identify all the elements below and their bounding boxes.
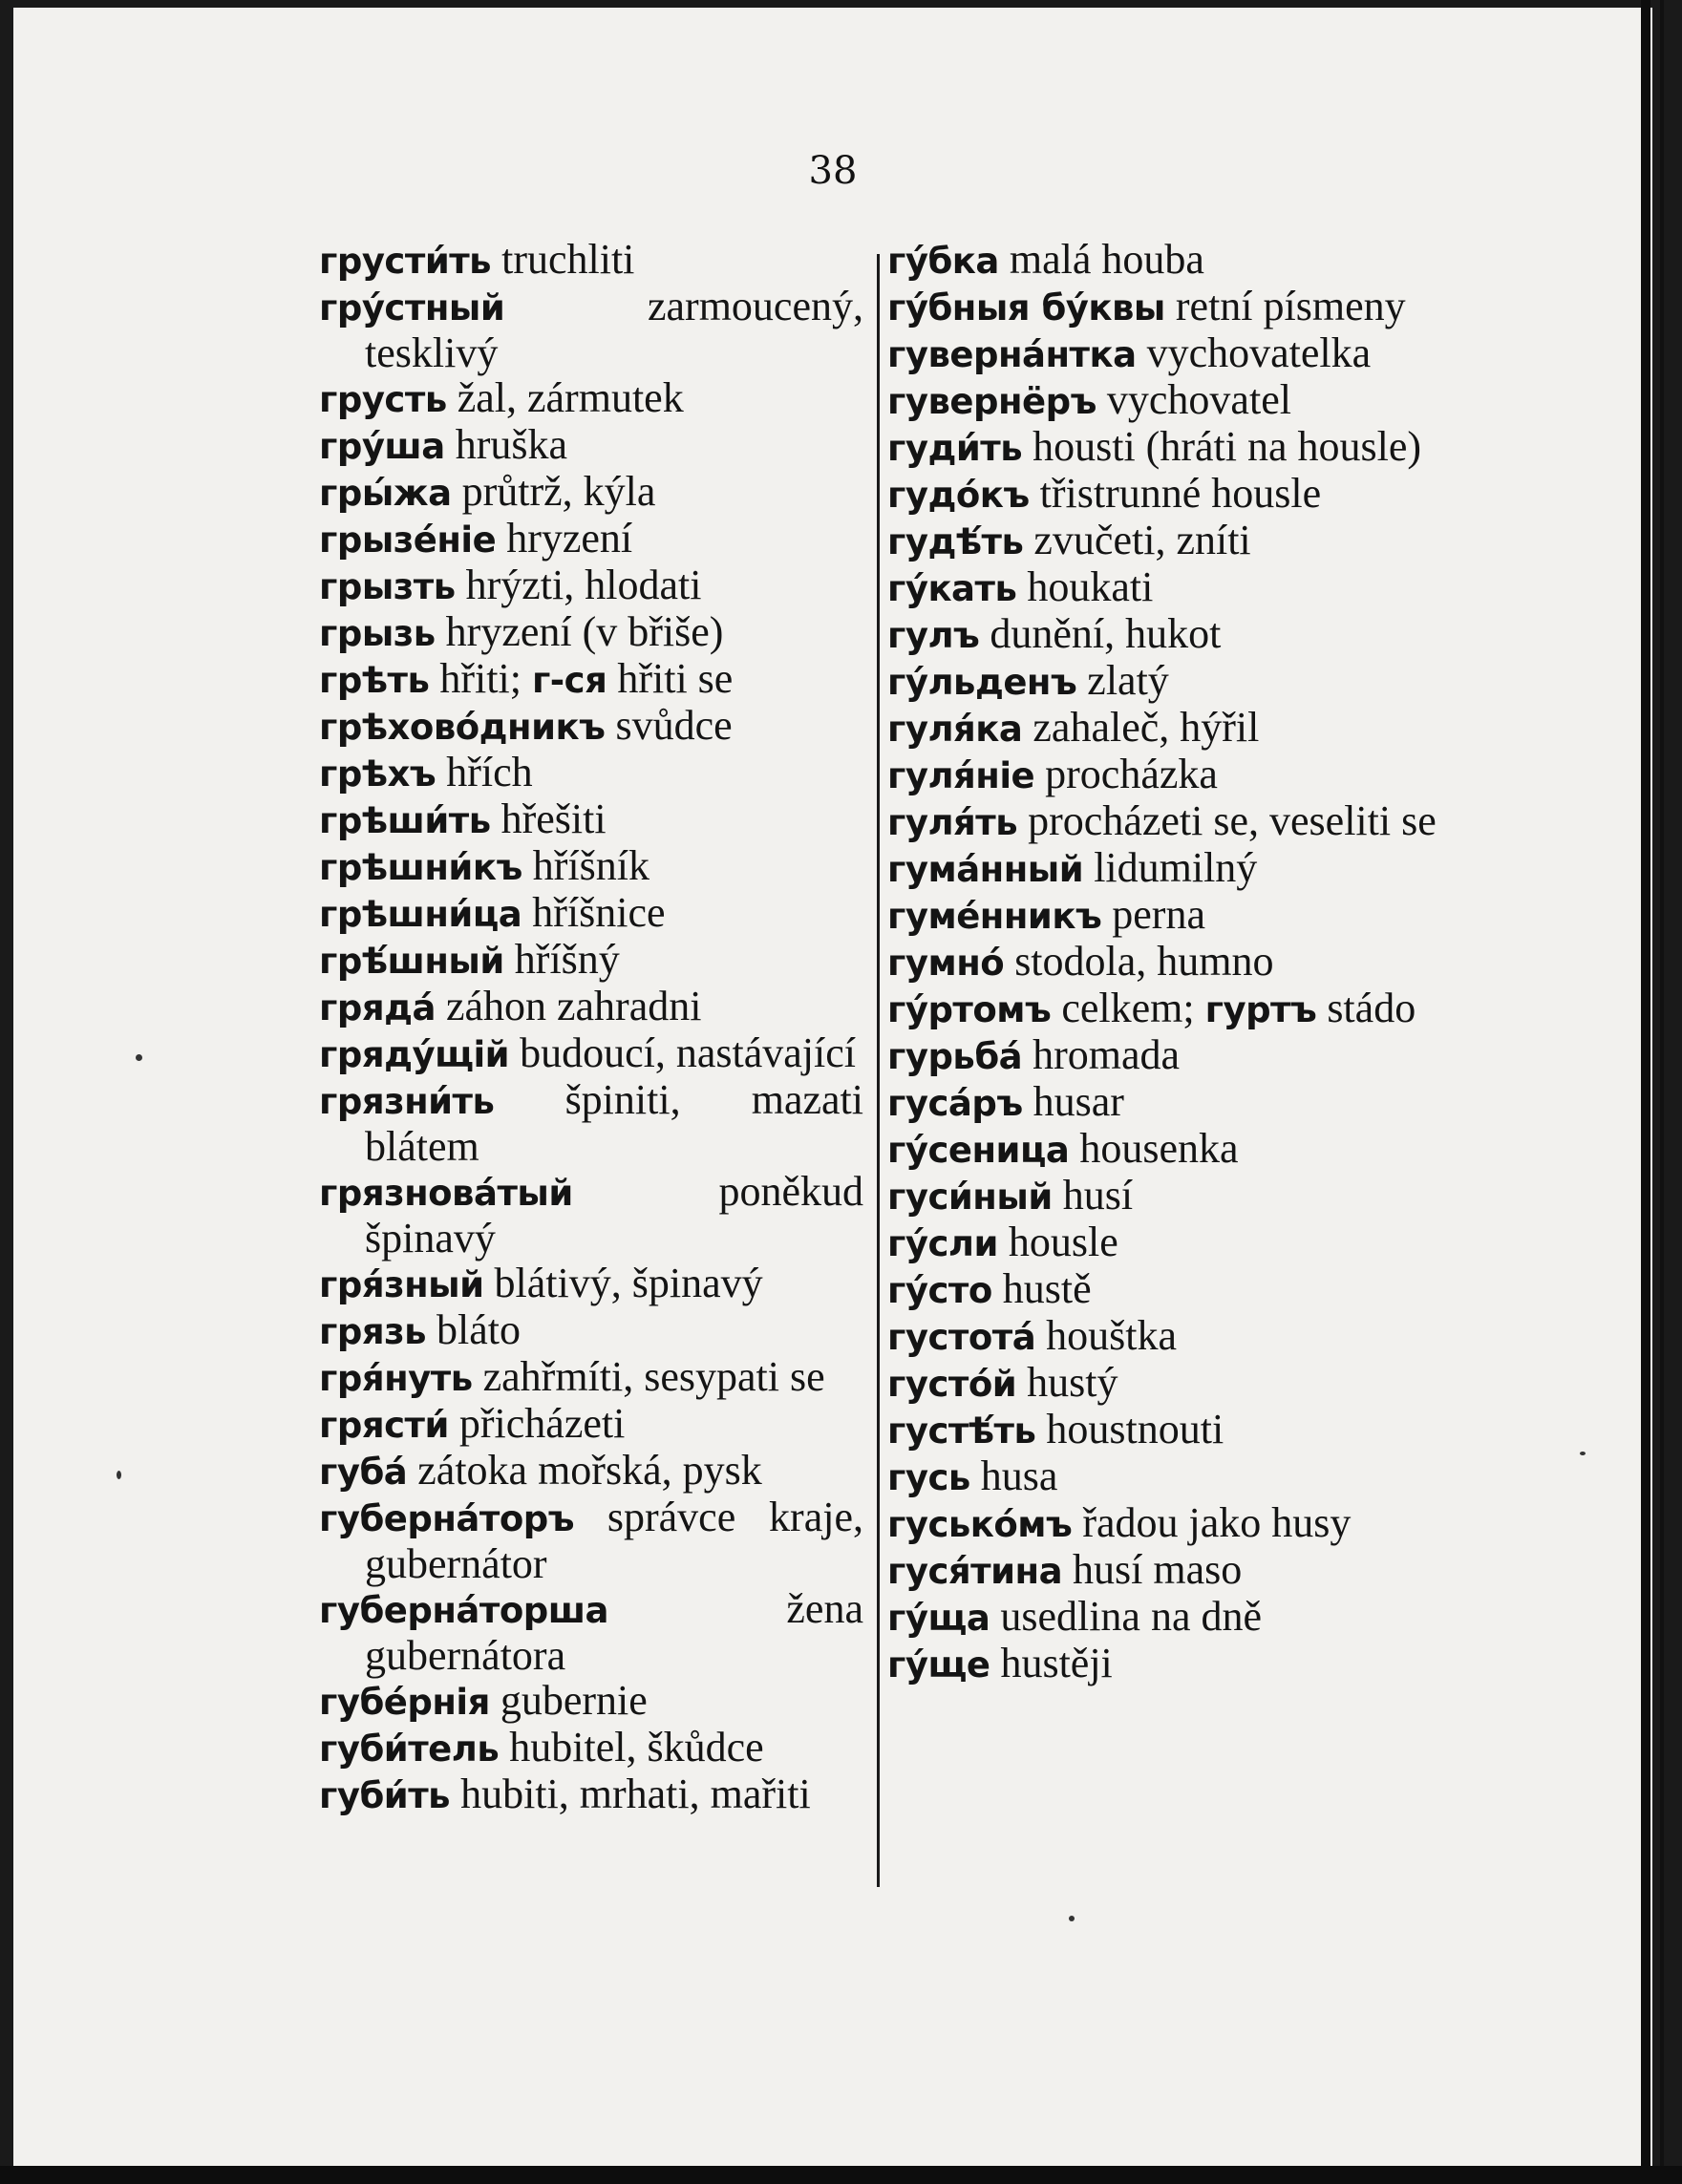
dictionary-entry [319,1678,863,1725]
definition: správce kraje, gubernátor [365,1494,863,1587]
headword: гу́ща [887,1598,990,1639]
headword: грусти́ть [319,241,492,282]
dictionary-entry [319,1077,863,1169]
headword: гуме́нникъ [887,896,1102,937]
definition: housle [1008,1219,1118,1265]
headword: густóй [887,1364,1017,1405]
dictionary-entry [887,1641,1441,1687]
definition: houkati [1027,563,1154,610]
dictionary-entry [887,1079,1441,1126]
dictionary-entry [887,1547,1441,1594]
speck-mark [136,1054,142,1061]
dictionary-entry [319,516,863,562]
headword: густота́ [887,1317,1036,1358]
dictionary-entry [887,1407,1441,1453]
headword: гуса́ръ [887,1083,1023,1124]
headword: гуля́ть [887,802,1018,843]
speck-mark [1580,1452,1586,1455]
headword: грѣть [319,660,430,701]
dictionary-entry [887,564,1441,611]
headword: гу́ще [887,1644,990,1686]
definition: hrýzti, hlodati [465,562,702,608]
definition: žal, zármutek [457,374,684,421]
dictionary-entry [319,890,863,937]
dictionary-entry [887,1126,1441,1173]
headword: гуля́ка [887,709,1023,750]
dictionary-entry [319,1307,863,1354]
dictionary-entry [887,1453,1441,1500]
headword: г-ся [531,660,607,701]
definition: houštka [1046,1312,1178,1359]
dictionary-entry [319,1169,863,1261]
headword: грѣхъ [319,753,436,795]
headword: губи́ть [319,1775,451,1816]
definition: hustě [1002,1265,1092,1312]
definition: zahaleč, hýřil [1033,704,1260,751]
dictionary-page [13,8,1652,2168]
dictionary-entry [319,609,863,656]
dictionary-entry [887,798,1441,845]
definition: hřešiti [500,795,607,842]
definition: housenka [1079,1125,1239,1172]
definition: hříšný [514,936,620,983]
definition: průtrž, kýla [461,468,656,515]
dictionary-entry [887,892,1441,939]
definition: hromada [1033,1031,1181,1078]
dictionary-entry [887,939,1441,986]
dictionary-entry [887,705,1441,752]
definition: hruška [455,421,568,468]
headword: губерна́торша [319,1590,609,1631]
dictionary-entry [887,1313,1441,1360]
headword: губи́тель [319,1728,500,1770]
headword: губе́рнія [319,1682,490,1723]
definition: hustěji [1000,1640,1113,1686]
definition: malá houba [1009,236,1204,283]
definition: husí [1062,1172,1134,1219]
dictionary-entry [319,1261,863,1307]
definition: zarmoucený, tesklivý [365,283,863,376]
definition: zlatý [1087,657,1169,704]
page-edge-shadow [1641,0,1650,2184]
headword: гума́нный [887,849,1084,890]
definition: stodola, humno [1014,938,1274,985]
definition: vychovatelka [1146,329,1372,376]
dictionary-entry [887,1360,1441,1407]
definition: husa [980,1452,1058,1499]
dictionary-entry [887,330,1441,377]
column-divider [877,254,880,1887]
definition: truchliti [501,236,635,283]
dictionary-entry [319,237,863,284]
definition: husí maso [1073,1546,1243,1593]
definition: budoucí, nastávající [520,1029,856,1076]
definition: špiniti, mazati blátem [365,1076,863,1170]
definition: dunění, hukot [990,610,1222,657]
headword: гры́жа [319,473,452,514]
headword: гуди́ть [887,428,1023,469]
headword: гру́стный [319,287,505,329]
dictionary-entry [887,1032,1441,1079]
right-column [887,237,1441,1687]
definition: svůdce [615,702,733,749]
dictionary-entry [319,703,863,750]
definition: záhon zahradni [445,983,702,1029]
headword: гряда́ [319,987,436,1028]
headword: гусь [887,1457,970,1498]
dictionary-entry [319,1586,863,1678]
dictionary-entry [887,1173,1441,1219]
dictionary-entry [319,1448,863,1495]
headword: грызе́ніе [319,519,497,561]
headword: гря́нуть [319,1358,473,1399]
definition: poněkud špinavý [365,1168,863,1262]
headword: гря́зный [319,1264,484,1305]
dictionary-entry [887,518,1441,564]
headword: гуськóмъ [887,1504,1073,1545]
dictionary-entry [319,750,863,796]
headword: грѣховóдникъ [319,707,606,748]
definition: stádo [1327,985,1416,1031]
headword: грязни́ть [319,1081,495,1122]
definition: procházka [1045,751,1218,797]
headword: гу́сли [887,1223,998,1264]
headword: грясти́ [319,1405,449,1446]
dictionary-entry [319,796,863,843]
headword: гру́ша [319,426,445,467]
dictionary-entry [887,611,1441,658]
headword: гувернёръ [887,381,1096,422]
dictionary-entry [887,752,1441,798]
dictionary-entry [887,658,1441,705]
dictionary-entry [887,237,1441,284]
dictionary-entry [887,377,1441,424]
headword: грязь [319,1311,426,1352]
dictionary-entry [319,422,863,469]
dictionary-entry [319,984,863,1030]
definition: přicházeti [458,1400,626,1447]
dictionary-entry [887,284,1441,330]
definition: retní písmeny [1175,283,1406,329]
definition: hryzení (v břiše) [445,608,724,655]
headword: грусть [319,379,447,420]
definition: třistrunné housle [1039,470,1322,517]
dictionary-entry [319,562,863,609]
headword: гу́сто [887,1270,992,1311]
headword: гудѣ́ть [887,521,1024,562]
page-edge-shadow [1660,0,1664,2184]
definition: řadou jako husy [1082,1499,1352,1546]
dictionary-entry [887,1219,1441,1266]
definition: bláto [436,1306,521,1353]
definition: hustý [1027,1359,1118,1406]
headword: губа́ [319,1452,408,1493]
definition: vychovatel [1106,376,1291,423]
headword: грѣши́ть [319,800,491,841]
page-number: 38 [808,149,858,193]
definition: celkem; [1061,985,1195,1031]
definition: blátivý, špinavý [494,1260,763,1306]
left-column [319,237,863,1818]
headword: грызть [319,566,456,607]
definition: lidumilný [1094,844,1258,891]
definition: houstnouti [1046,1406,1224,1452]
definition: zvučeti, zníti [1033,517,1251,563]
dictionary-entry [887,986,1441,1032]
definition: perna [1112,891,1205,938]
headword: гурьба́ [887,1036,1023,1077]
dictionary-entry [319,1495,863,1586]
headword: гумнó [887,943,1005,984]
definition: gubernie [500,1677,648,1724]
headword: гу́сеница [887,1130,1070,1171]
headword: гуля́ніе [887,755,1035,796]
definition: hubitel, škůdce [509,1724,764,1771]
headword: грѣшни́ца [319,894,522,935]
headword: гулъ [887,615,980,656]
headword: грызь [319,613,436,654]
headword: гуси́ный [887,1177,1053,1218]
headword: гуверна́нтка [887,334,1137,375]
dictionary-entry [319,656,863,703]
definition: hříšník [532,842,649,889]
headword: гу́бка [887,241,999,282]
dictionary-entry [887,471,1441,518]
dictionary-entry [319,1401,863,1448]
definition: housti (hráti na housle) [1033,423,1422,470]
dictionary-entry [319,843,863,890]
headword: гу́кать [887,568,1017,609]
dictionary-entry [887,424,1441,471]
headword: грѣшни́къ [319,847,522,888]
dictionary-entry [319,1725,863,1771]
dictionary-entry [319,469,863,516]
headword: гу́ртомъ [887,989,1052,1030]
headword: гуся́тина [887,1551,1063,1592]
dictionary-entry [887,1266,1441,1313]
dictionary-entry [319,937,863,984]
headword: грязнова́тый [319,1173,573,1214]
definition: zahřmíti, sesypati se [482,1353,825,1400]
headword: гу́бныя бу́квы [887,287,1165,329]
definition: hříšnice [532,889,666,936]
definition: hřiti; [439,655,522,702]
definition: husar [1033,1078,1124,1125]
definition: zátoka mořská, pysk [417,1447,762,1494]
headword: гуртъ [1204,989,1317,1030]
definition: hryzení [506,515,633,562]
dictionary-entry [319,1771,863,1818]
dictionary-entry [319,1030,863,1077]
dictionary-entry [887,1500,1441,1547]
dictionary-entry [319,1354,863,1401]
headword: гу́льденъ [887,662,1077,703]
headword: гудóкъ [887,475,1030,516]
page-edge-shadow [0,2166,1682,2184]
dictionary-entry [887,845,1441,892]
speck-mark [1069,1916,1075,1921]
definition: hubiti, mrhati, mařiti [460,1771,811,1817]
headword: грѣ́шный [319,941,504,982]
dictionary-entry [319,284,863,375]
dictionary-entry [887,1594,1441,1641]
definition: hřiti se [617,655,734,702]
headword: губерна́торъ [319,1498,575,1539]
headword: густѣ́ть [887,1410,1036,1452]
headword: гряду́щій [319,1034,510,1075]
definition: usedlina na dně [1000,1593,1263,1640]
definition: žena gubernátora [365,1585,863,1679]
definition: hřích [446,749,533,795]
definition: procházeti se, veseliti se [1028,797,1437,844]
speck-mark [117,1471,121,1479]
dictionary-entry [319,375,863,422]
